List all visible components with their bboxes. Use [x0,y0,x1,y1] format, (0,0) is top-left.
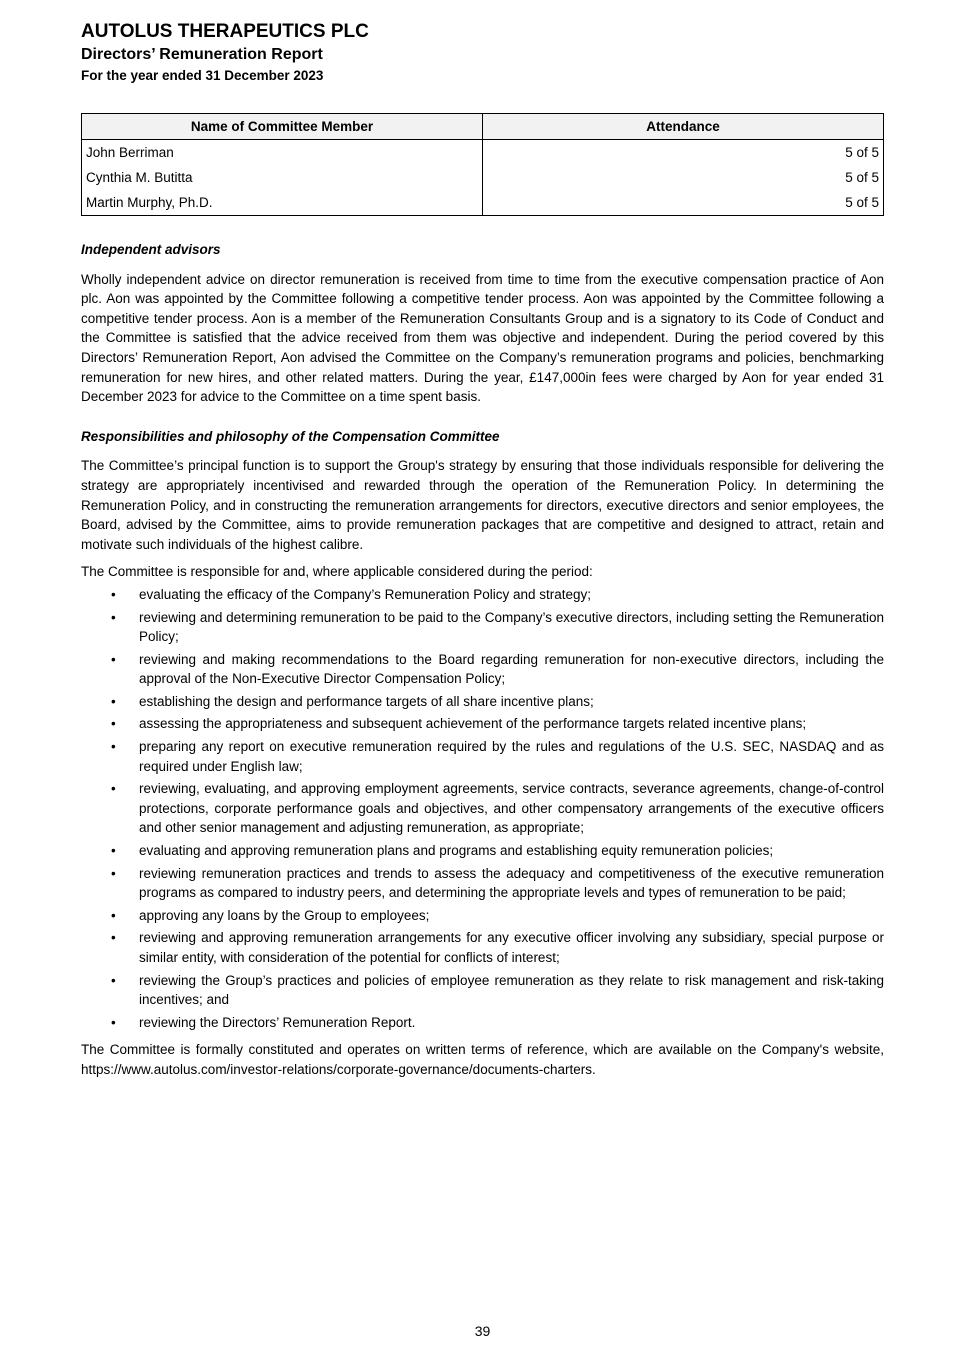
bullet-icon: • [111,716,116,732]
bullet-icon: • [111,609,116,625]
section-title-responsibilities: Responsibilities and philosophy of the Compensation Committee [81,428,500,444]
list-item [81,650,884,689]
bullet-icon: • [111,930,116,946]
member-attendance: 5 of 5 [483,165,884,190]
list-item-text: reviewing and determining remuneration to be paid to the Company’s executive directors, including setting the Remuneration Policy; [139,609,884,645]
table-row [82,140,884,166]
list-item [81,737,884,776]
list-item [81,1013,884,1033]
bullet-icon: • [111,651,116,667]
list-item-text: reviewing, evaluating, and approving employment agreements, service contracts, severance agreements, change-of-control protections, corporate performance goals and objectives, and other compensatory arrangements of the executive officers and other senior management and adjusting remuneration, as appropriate; [139,781,884,836]
list-item-text: reviewing and making recommendations to the Board regarding remuneration for non-executive directors, including the approval of the Non-Executive Director Compensation Policy; [139,651,884,687]
bullet-icon: • [111,843,116,859]
committee-attendance-table [81,113,884,216]
list-item [81,779,884,838]
member-name: Cynthia M. Butitta [82,165,483,190]
list-item [81,608,884,647]
list-item-text: preparing any report on executive remuneration required by the rules and regulations of the U.S. SEC, NASDAQ and as required under English law; [139,739,884,774]
member-name: Martin Murphy, Ph.D. [82,190,483,216]
list-item-text: reviewing remuneration practices and trends to assess the adequacy and competitiveness of the executive remuneration programs as compared to industry peers, and determining the appropriate levels and types of remuneration to be paid; [139,865,884,901]
closing-paragraph: The Committee is formally constituted and operates on written terms of reference, which are available on the Company's website, https://www.autolus.com/investor-relations/corporate-governance/documents-charters. [81,1042,884,1077]
document-page [81,20,884,1080]
page-number: 39 [474,1323,491,1339]
company-name: AUTOLUS THERAPEUTICS PLC [81,21,369,42]
list-item-text: evaluating and approving remuneration plans and programs and establishing equity remuneration policies; [139,843,774,859]
list-item-text: reviewing the Group’s practices and policies of employee remuneration as they relate to risk management and risk-taking incentives; and [139,972,884,1008]
list-item-text: reviewing and approving remuneration arrangements for any executive officer involving any subsidiary, special purpose or similar entity, with consideration of the potential for conflicts of interest; [139,930,884,965]
member-attendance: 5 of 5 [483,190,884,216]
responsibilities-intro: The Committee is responsible for and, where applicable considered during the period: [81,564,593,580]
bullet-icon: • [111,739,116,755]
member-attendance: 5 of 5 [483,140,884,166]
bullet-icon: • [111,972,116,988]
list-item [81,928,884,967]
report-title: Directors’ Remuneration Report [81,46,323,63]
advisors-paragraph: Wholly independent advice on director remuneration is received from time to time from the executive compensation practice of Aon plc. Aon was appointed by the Committee following a competitive tender process. Aon was appointed by the Committee following a competitive tender process. Aon is a member of the Remuneration Consultants Group and is a signatory to its Code of Conduct and the Committee is satisfied that the advice received from them was objective and independent. During the period covered by this Directors’ Remuneration Report, Aon advised the Committee on the Company’s remuneration programs and policies, benchmarking remuneration for new hires, and other related matters. During the year, £147,000in fees were charged by Aon for year ended 31 December 2023 for advice to the Committee on a time spent basis. [81,271,884,405]
list-item-text: evaluating the efficacy of the Company’s Remuneration Policy and strategy; [139,586,592,602]
table-row [82,190,884,216]
list-item [81,841,884,861]
table-row [82,165,884,190]
bullet-icon: • [111,1014,116,1030]
column-header-attendance: Attendance [483,114,884,140]
list-item [81,971,884,1010]
list-item-text: reviewing the Directors’ Remuneration Report. [139,1014,416,1030]
list-item [81,585,884,605]
bullet-icon: • [111,907,116,923]
list-item-text: approving any loans by the Group to employees; [139,907,430,923]
table-header-row [82,114,884,140]
list-item [81,692,884,712]
responsibilities-list [81,585,884,1032]
bullet-icon: • [111,781,116,797]
member-name: John Berriman [82,140,483,166]
column-header-name: Name of Committee Member [82,114,483,140]
list-item [81,864,884,903]
list-item [81,714,884,734]
list-item-text: establishing the design and performance targets of all share incentive plans; [139,693,594,709]
bullet-icon: • [111,693,116,709]
bullet-icon: • [111,865,116,881]
report-period: For the year ended 31 December 2023 [81,68,324,83]
section-title-independent-advisors: Independent advisors [81,242,221,257]
list-item-text: assessing the appropriateness and subsequent achievement of the performance targets related incentive plans; [139,716,807,732]
bullet-icon: • [111,586,116,602]
responsibilities-paragraph: The Committee’s principal function is to support the Group's strategy by ensuring that those individuals responsible for delivering the strategy are appropriately incentivised and rewarded through the operation of the Remuneration Policy. In determining the Remuneration Policy, and in constructing the remuneration arrangements for directors, executive directors and senior employees, the Board, advised by the Committee, aims to provide remuneration packages that are competitive and designed to attract, retain and motivate such individuals of the highest calibre. [81,458,884,552]
list-item [81,906,884,926]
